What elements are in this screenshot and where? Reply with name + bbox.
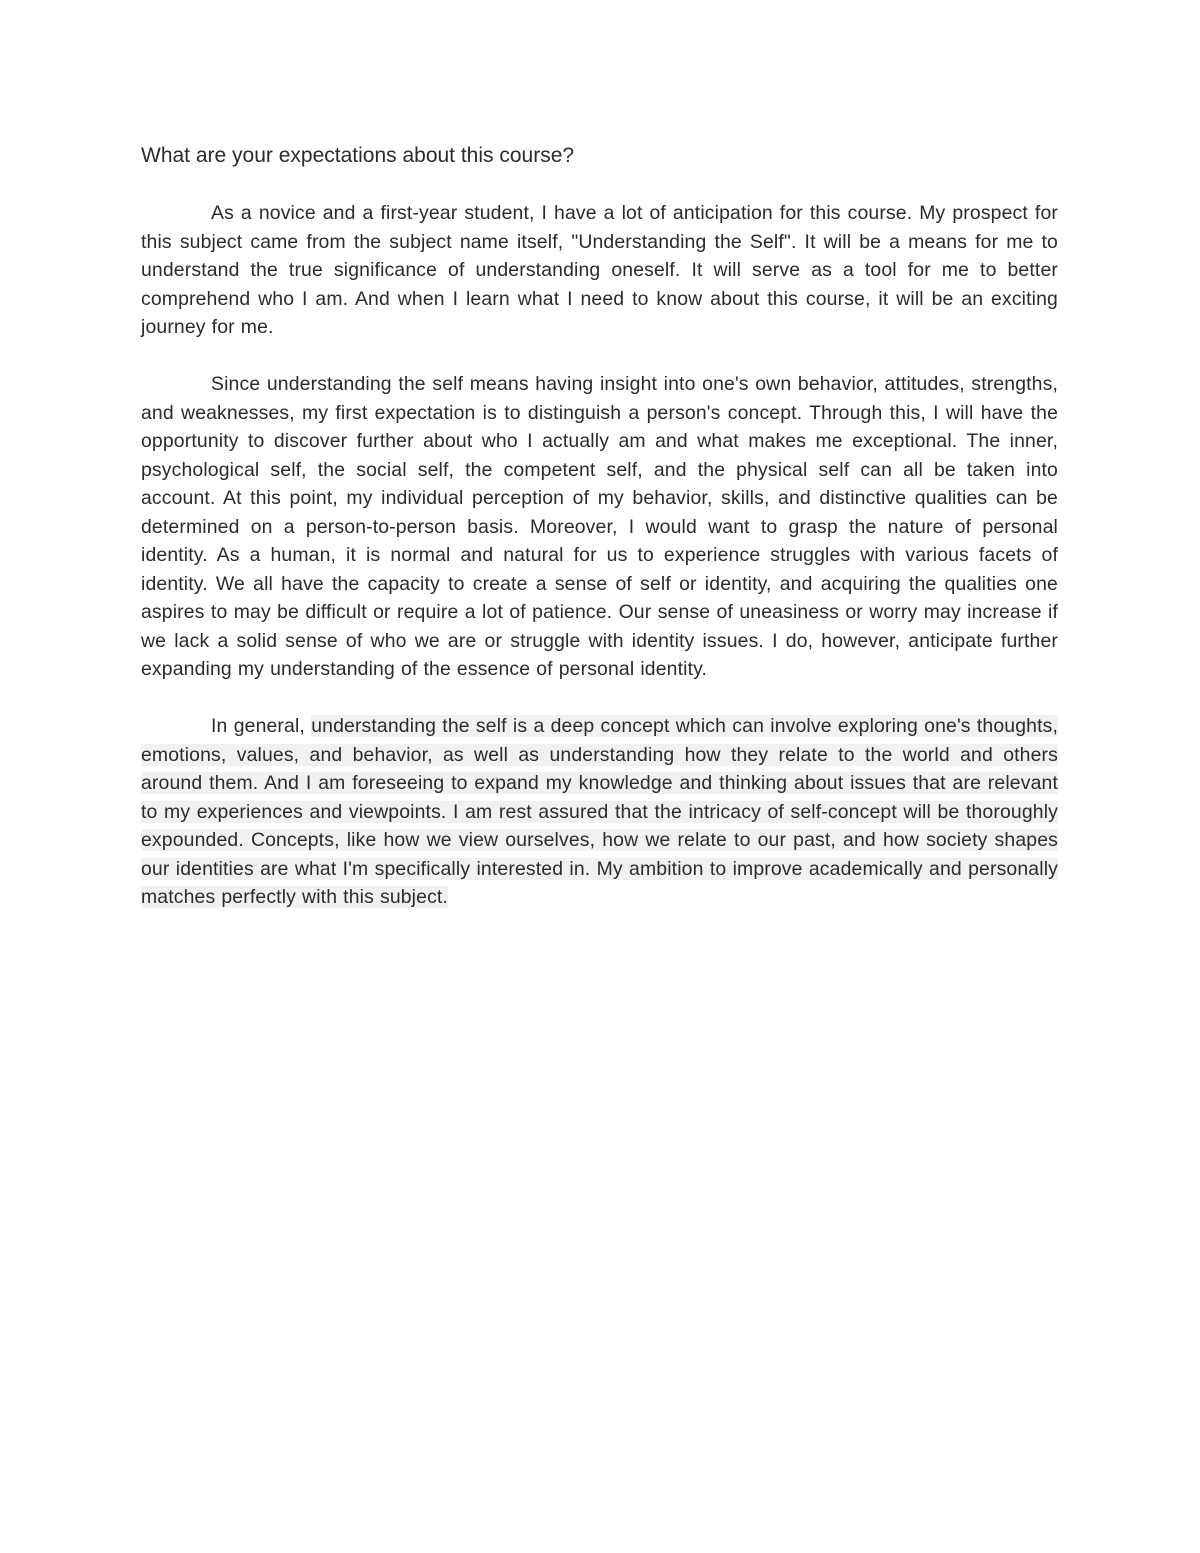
paragraph-2: Since understanding the self means having insight into one's own behavior, attitudes, strengths, and weaknesses, my first expectation is to distinguish a person's concept. Through this, I will have the opportunity to discover further about who I actually am and what makes me exceptional. The inner, psychological self, the social self, the competent self, and the physical self can all be taken into account. At this point, my individual perception of my behavior, skills, and distinctive qualities can be determined on a person-to-person basis. Moreover, I would want to grasp the nature of personal identity. As a human, it is normal and natural for us to experience struggles with various facets of identity. We all have the capacity to create a sense of self or identity, and acquiring the qualities one aspires to may be difficult or require a lot of patience. Our sense of uneasiness or worry may increase if we lack a solid sense of who we are or struggle with identity issues. I do, however, anticipate further expanding my understanding of the essence of personal identity. (141, 373, 1058, 680)
document-body (141, 141, 1058, 940)
document-title: What are your expectations about this course? (141, 144, 575, 167)
paragraph-3 (141, 712, 1058, 912)
paragraph-3-lead: In general, (211, 715, 312, 737)
paragraph-1: As a novice and a first-year student, I have a lot of anticipation for this course. My prospect for this subject came from the subject name itself, "Understanding the Self". It will be a means for me to understand the true significance of understanding oneself. It will serve as a tool for me to better comprehend who I am. And when I learn what I need to know about this course, it will be an exciting journey for me. (141, 202, 1058, 338)
paragraph-3-highlighted-text: understanding the self is a deep concept which can involve exploring one's thoughts, emotions, values, and behavior, as well as understanding how they relate to the world and others around them. And I am foreseeing to expand my knowledge and thinking about issues that are relevant to my experiences and viewpoints. I am rest assured that the intricacy of self-concept will be thoroughly expounded. Concepts, like how we view ourselves, how we relate to our past, and how society shapes our identities are what I'm specifically interested in. My ambition to improve academically and personally matches perfectly with this subject. (141, 715, 1058, 908)
